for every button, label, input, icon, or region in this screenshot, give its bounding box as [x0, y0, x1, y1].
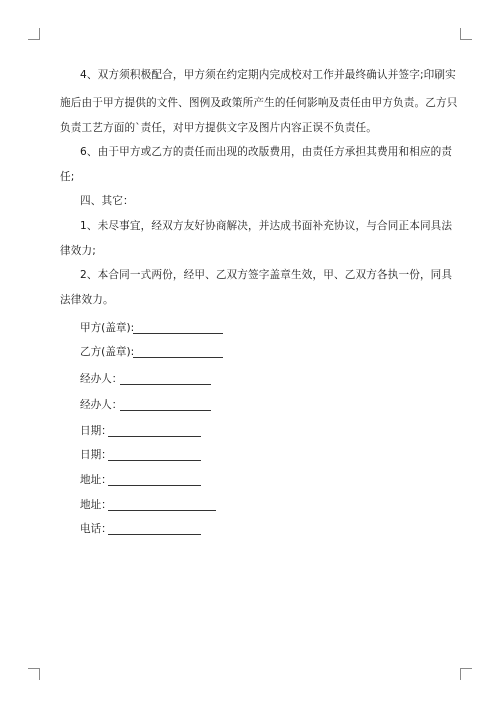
address-2-label: 地址：	[80, 499, 112, 511]
crop-mark-top-right	[460, 28, 472, 40]
other-item-1-line-1: 1、未尽事宜，经双方友好协商解决，并达成书面补充协议，与合同正本同具法	[80, 220, 453, 232]
other-item-2-line-2: 法律效力。	[60, 294, 114, 306]
clause-4-line-2: 施后由于甲方提供的文件、图例及政策所产生的任何影响及责任由甲方负责。乙方只	[60, 97, 458, 109]
handler-2-label: 经办人：	[80, 399, 123, 411]
crop-mark-bottom-right	[460, 668, 472, 680]
date-1-field[interactable]	[108, 436, 201, 437]
party-a-seal-label: 甲方(盖章):	[80, 322, 135, 334]
other-item-2-line-1: 2、本合同一式两份，经甲、乙双方签字盖章生效，甲、乙双方各执一份，同具	[80, 269, 453, 281]
party-a-seal-field[interactable]	[133, 333, 223, 334]
date-2-label: 日期：	[80, 449, 112, 461]
crop-mark-bottom-left	[28, 668, 40, 680]
date-2-field[interactable]	[108, 460, 201, 461]
handler-1-field[interactable]	[120, 384, 211, 385]
address-1-field[interactable]	[108, 485, 201, 486]
party-b-seal-field[interactable]	[133, 357, 223, 358]
handler-1-label: 经办人：	[80, 373, 123, 385]
address-2-field[interactable]	[108, 510, 216, 511]
clause-6-line-2: 任;	[60, 171, 75, 183]
clause-4-line-1: 4、双方须积极配合，甲方须在约定期内完成校对工作并最终确认并签字;印刷实	[80, 69, 456, 81]
party-b-seal-label: 乙方(盖章):	[80, 346, 135, 358]
phone-label: 电话：	[80, 523, 112, 535]
crop-mark-top-left	[28, 28, 40, 40]
clause-4-line-3: 负责工艺方面的`责任，对甲方提供文字及图片内容正误不负责任。	[60, 122, 378, 134]
phone-field[interactable]	[108, 534, 201, 535]
clause-6-line-1: 6、由于甲方或乙方的责任而出现的改版费用，由责任方承担其费用和相应的责	[80, 146, 453, 158]
date-1-label: 日期：	[80, 425, 112, 437]
address-1-label: 地址：	[80, 474, 112, 486]
other-item-1-line-2: 律效力;	[60, 245, 96, 257]
handler-2-field[interactable]	[120, 410, 211, 411]
section-heading-other: 四、其它：	[80, 195, 134, 207]
